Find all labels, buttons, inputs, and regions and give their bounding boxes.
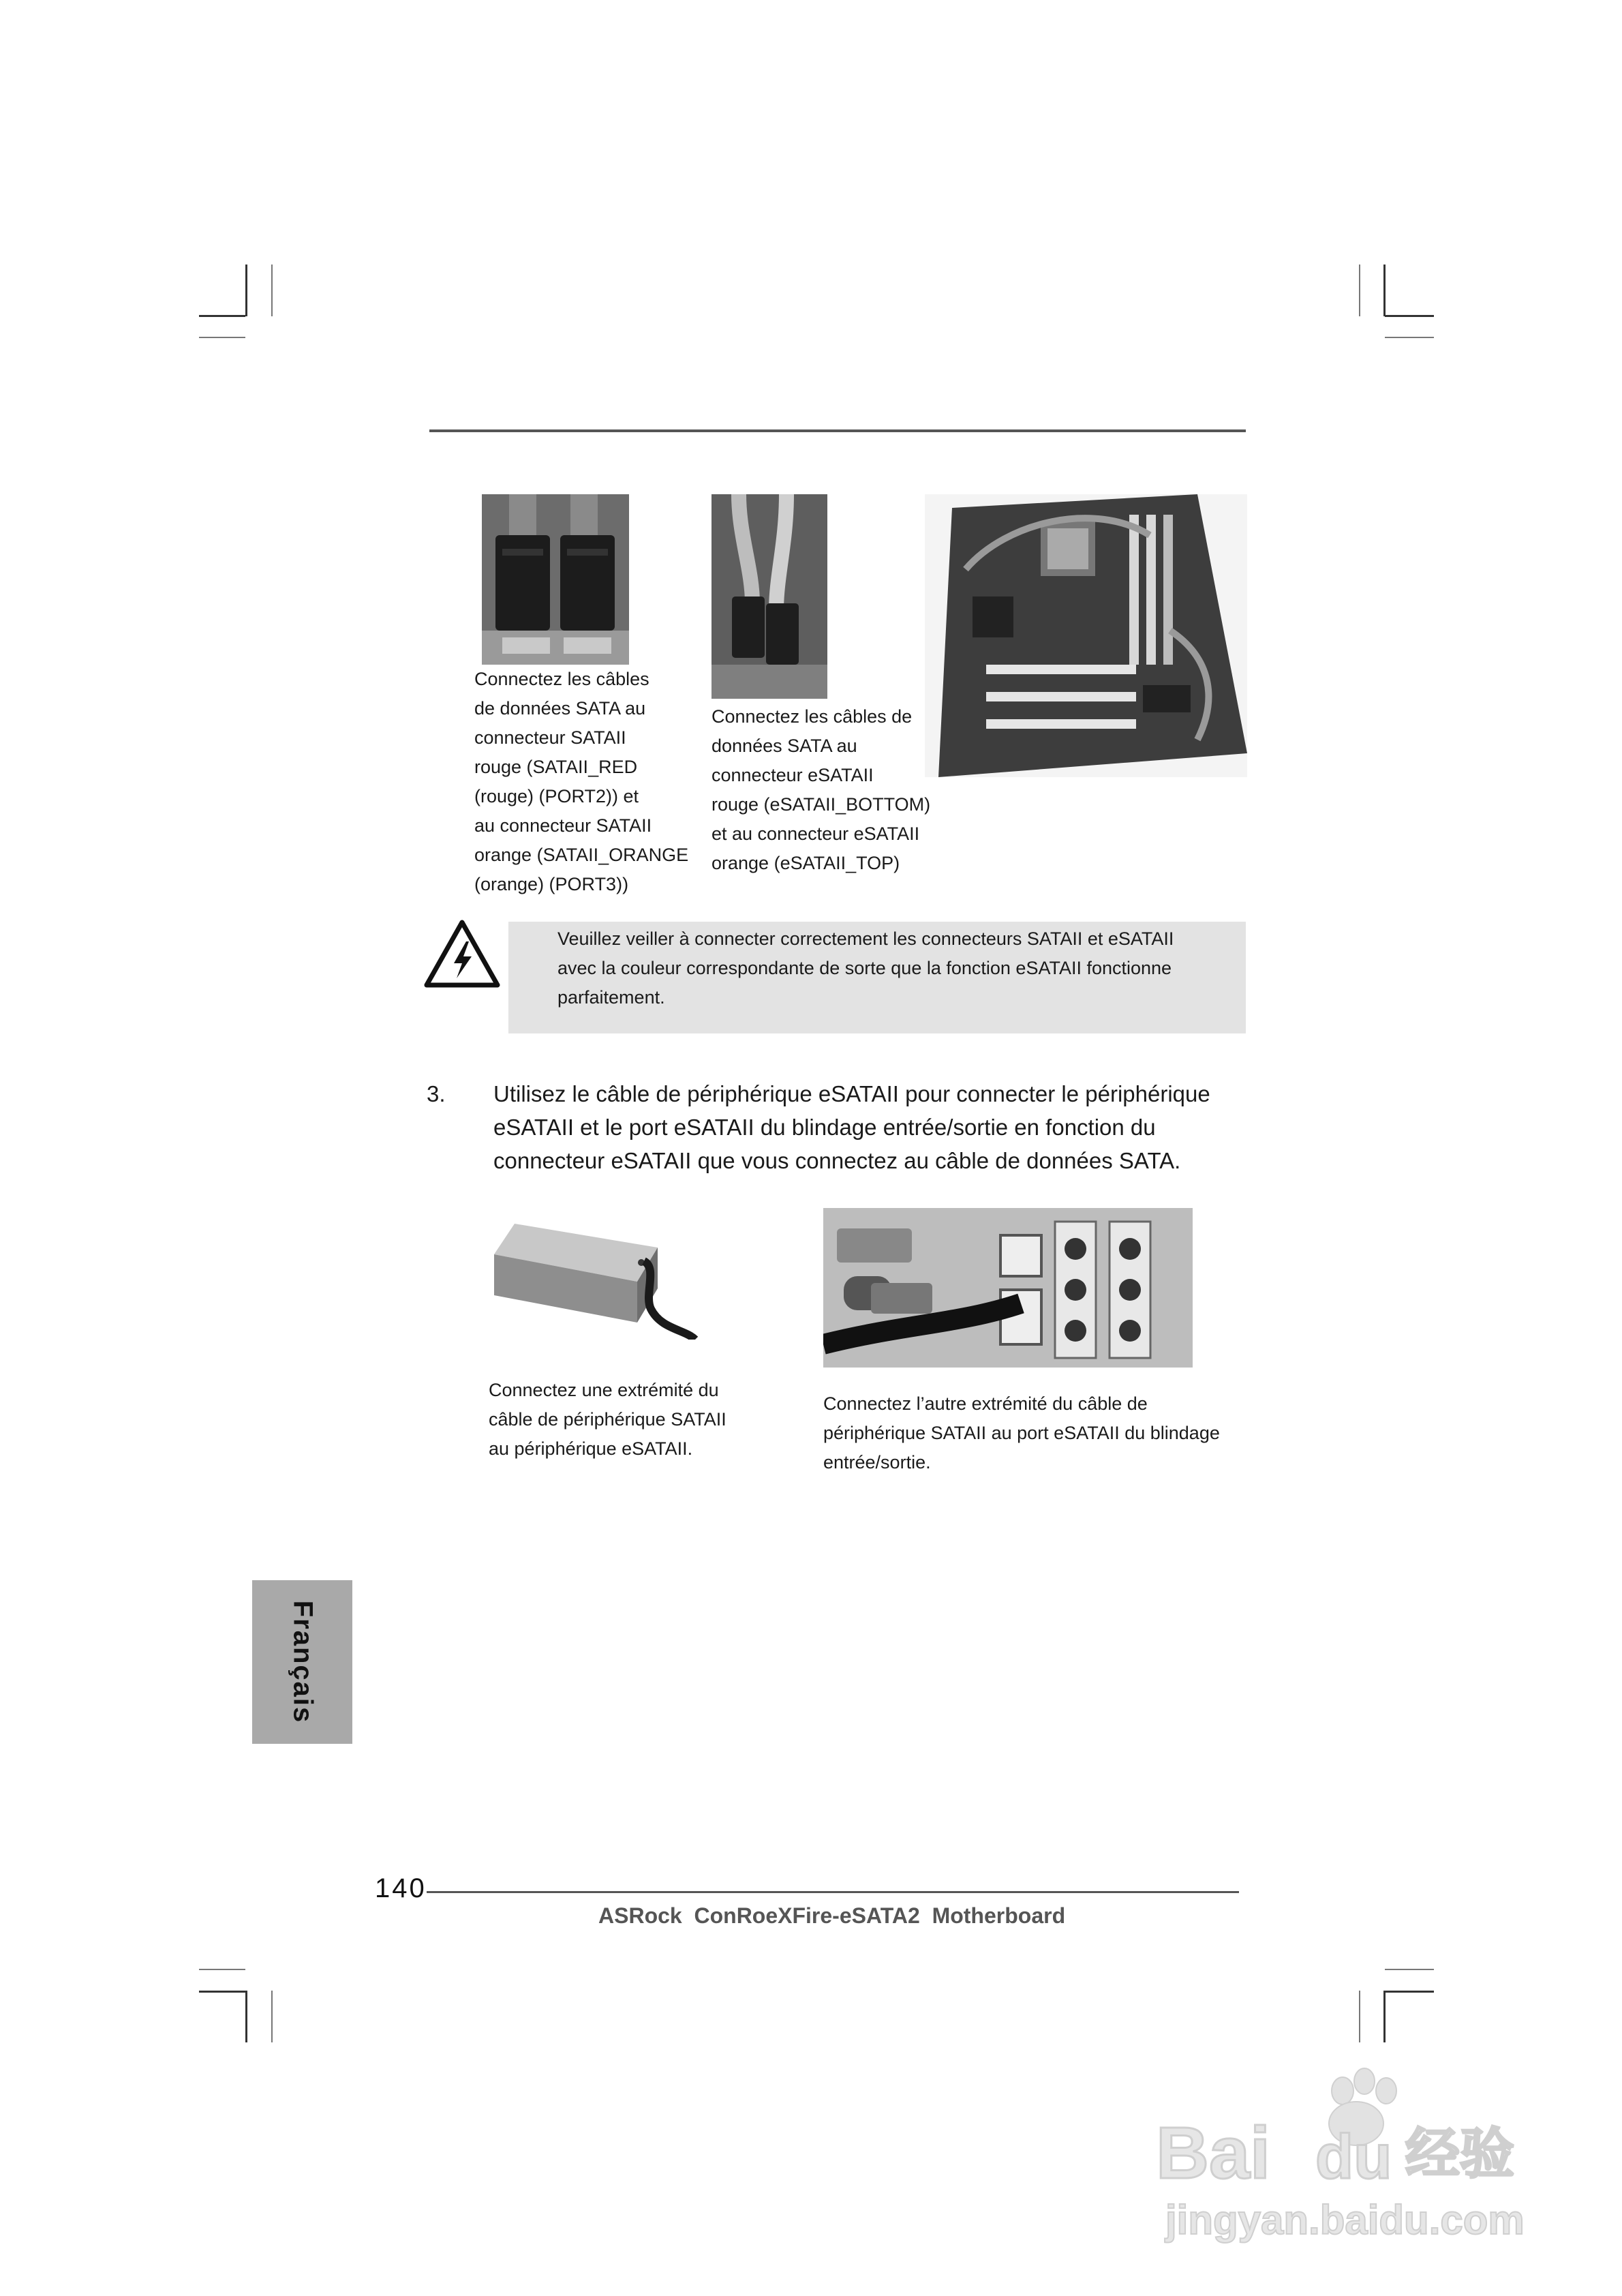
caption-line: connecteur eSATAII xyxy=(711,765,874,785)
watermark-brand2: du xyxy=(1315,2122,1392,2192)
watermark-brand: Bai xyxy=(1156,2111,1271,2194)
crop-mark xyxy=(199,1969,245,1970)
crop-mark xyxy=(199,337,245,338)
caption-line: données SATA au xyxy=(711,736,857,756)
sata-connector-photo xyxy=(482,494,629,665)
footer-title: ASRock ConRoeXFire-eSATA2 Motherboard xyxy=(598,1903,1066,1928)
footer-rule xyxy=(427,1891,1239,1893)
caption-line: et au connecteur eSATAII xyxy=(711,824,920,844)
crop-mark xyxy=(199,315,245,317)
caption-line: au périphérique eSATAII. xyxy=(489,1438,693,1459)
crop-mark xyxy=(1359,1991,1360,2042)
caption-line: orange (SATAII_ORANGE xyxy=(474,845,689,865)
caption-line: de données SATA au xyxy=(474,698,646,719)
watermark-url: jingyan.baidu.com xyxy=(1165,2197,1525,2243)
lightning-warning-icon xyxy=(424,918,500,989)
crop-mark xyxy=(1383,265,1386,316)
caption-line: entrée/sortie. xyxy=(823,1452,931,1472)
language-tab-label: Français xyxy=(288,1600,318,1724)
caption-line: connecteur SATAII xyxy=(474,727,626,748)
motherboard-photo xyxy=(925,494,1247,777)
device-end-caption xyxy=(489,1376,726,1464)
crop-mark xyxy=(199,1991,245,1993)
page-number: 140 xyxy=(375,1873,427,1903)
esata-device-photo xyxy=(487,1220,699,1340)
step-text xyxy=(493,1077,1277,1177)
crop-mark xyxy=(1359,265,1360,316)
caption-line: câble de périphérique SATAII xyxy=(489,1409,726,1430)
crop-mark xyxy=(1385,1991,1434,1993)
warning-line: avec la couleur correspondante de sorte que la fonction eSATAII fonctionne xyxy=(557,958,1172,978)
crop-mark xyxy=(245,1991,247,2042)
caption-line: Connectez une extrémité du xyxy=(489,1380,719,1400)
esata-connector-caption xyxy=(711,702,930,878)
language-tab xyxy=(252,1580,352,1744)
caption-line: au connecteur SATAII xyxy=(474,815,652,836)
warning-note-text xyxy=(557,924,1239,1012)
step-line: connecteur eSATAII que vous connectez au câble de données SATA. xyxy=(493,1148,1181,1173)
caption-line: rouge (SATAII_RED xyxy=(474,757,638,777)
caption-line: rouge (eSATAII_BOTTOM) xyxy=(711,794,931,815)
step-number: 3. xyxy=(427,1081,446,1106)
caption-line: Connectez les câbles xyxy=(474,669,649,689)
header-rule xyxy=(429,429,1246,432)
warning-line: parfaitement. xyxy=(557,987,665,1008)
caption-line: (orange) (PORT3)) xyxy=(474,874,629,894)
baidu-jingyan-watermark xyxy=(1152,2055,1533,2260)
caption-line: Connectez l’autre extrémité du câble de xyxy=(823,1393,1148,1414)
crop-mark xyxy=(1385,315,1434,317)
esata-connector-photo xyxy=(711,494,827,699)
crop-mark xyxy=(1383,1991,1386,2042)
crop-mark xyxy=(245,265,247,316)
step-line: eSATAII et le port eSATAII du blindage entrée/sortie en fonction du xyxy=(493,1115,1156,1140)
watermark-cn: 经验 xyxy=(1405,2122,1514,2186)
crop-mark xyxy=(271,1991,273,2042)
io-shield-photo xyxy=(823,1208,1193,1368)
sata-connector-caption xyxy=(474,665,688,899)
caption-line: orange (eSATAII_TOP) xyxy=(711,853,900,873)
crop-mark xyxy=(1385,337,1434,338)
caption-line: périphérique SATAII au port eSATAII du blindage xyxy=(823,1423,1220,1443)
crop-mark xyxy=(271,265,273,316)
caption-line: Connectez les câbles de xyxy=(711,706,913,727)
step-line: Utilisez le câble de périphérique eSATAII pour connecter le périphérique xyxy=(493,1081,1210,1106)
crop-mark xyxy=(1385,1969,1434,1970)
io-shield-caption xyxy=(823,1389,1220,1477)
caption-line: (rouge) (PORT2)) et xyxy=(474,786,639,806)
warning-line: Veuillez veiller à connecter correctement les connecteurs SATAII et eSATAII xyxy=(557,928,1174,949)
